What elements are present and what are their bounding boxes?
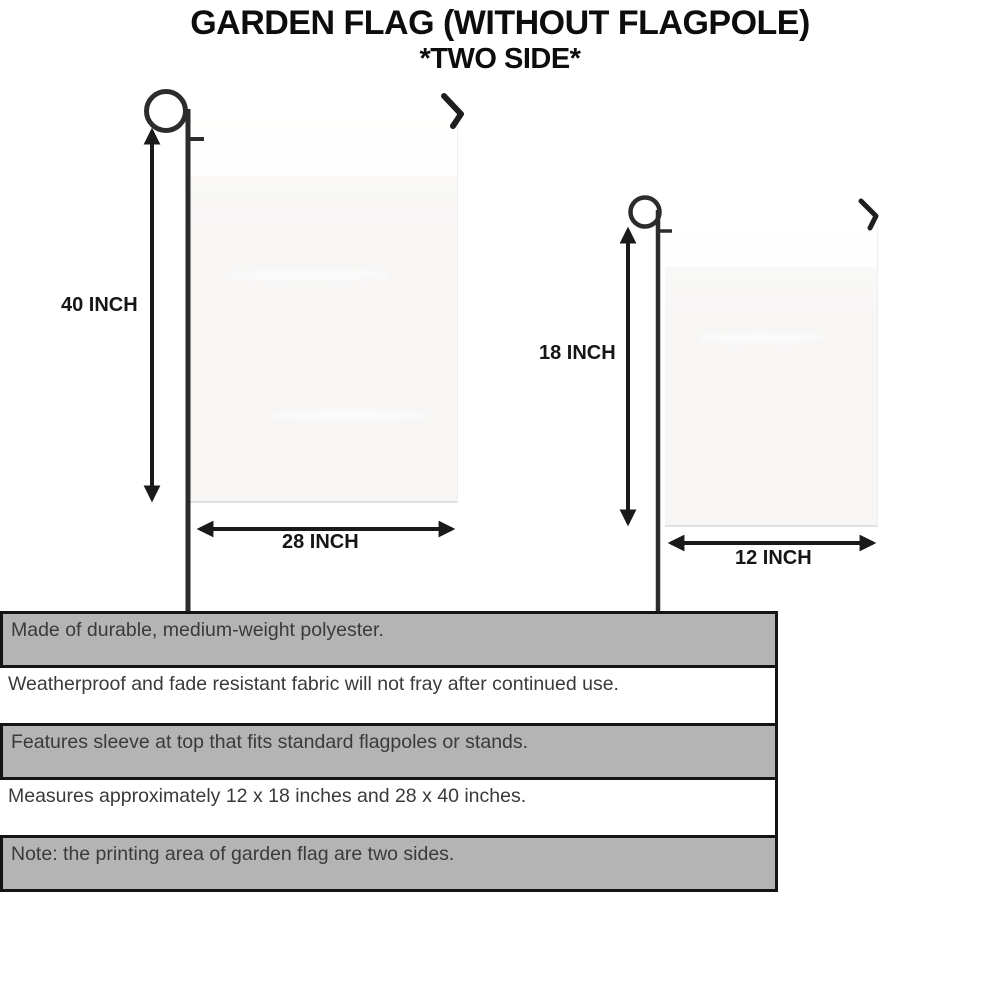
feature-row [0, 611, 775, 668]
small-flag [665, 223, 878, 527]
feature-row [0, 780, 775, 835]
large-flagpole-loop [147, 92, 186, 131]
small-flag-fold [697, 333, 824, 343]
feature-text: Weatherproof and fade resistant fabric will not fray after continued use. [8, 673, 619, 695]
large-flag-fold [228, 270, 389, 280]
feature-text: Made of durable, medium-weight polyester. [11, 619, 384, 641]
large-flag-sleeve [188, 120, 457, 176]
title-block [0, 4, 1000, 76]
small-flagpole-loop [631, 198, 660, 227]
small-flag-width-label: 12 INCH [735, 547, 812, 569]
large-flag-height-label: 40 INCH [61, 294, 138, 316]
large-flag-fold [269, 410, 430, 420]
feature-row [0, 668, 775, 723]
feature-text: Note: the printing area of garden flag are two sides. [11, 843, 455, 865]
small-flag-height-label: 18 INCH [539, 342, 616, 364]
feature-text: Measures approximately 12 x 18 inches and 28 x 40 inches. [8, 785, 527, 807]
feature-text: Features sleeve at top that fits standard flagpoles or stands. [11, 731, 529, 753]
small-flag-sleeve [665, 223, 877, 267]
page-subtitle: *TWO SIDE* [419, 43, 581, 75]
feature-list [0, 611, 778, 892]
feature-row [0, 835, 775, 892]
page-title: GARDEN FLAG (WITHOUT FLAGPOLE) [190, 4, 810, 42]
large-flag [188, 120, 458, 503]
feature-row [0, 723, 775, 780]
large-flag-width-label: 28 INCH [282, 531, 359, 553]
